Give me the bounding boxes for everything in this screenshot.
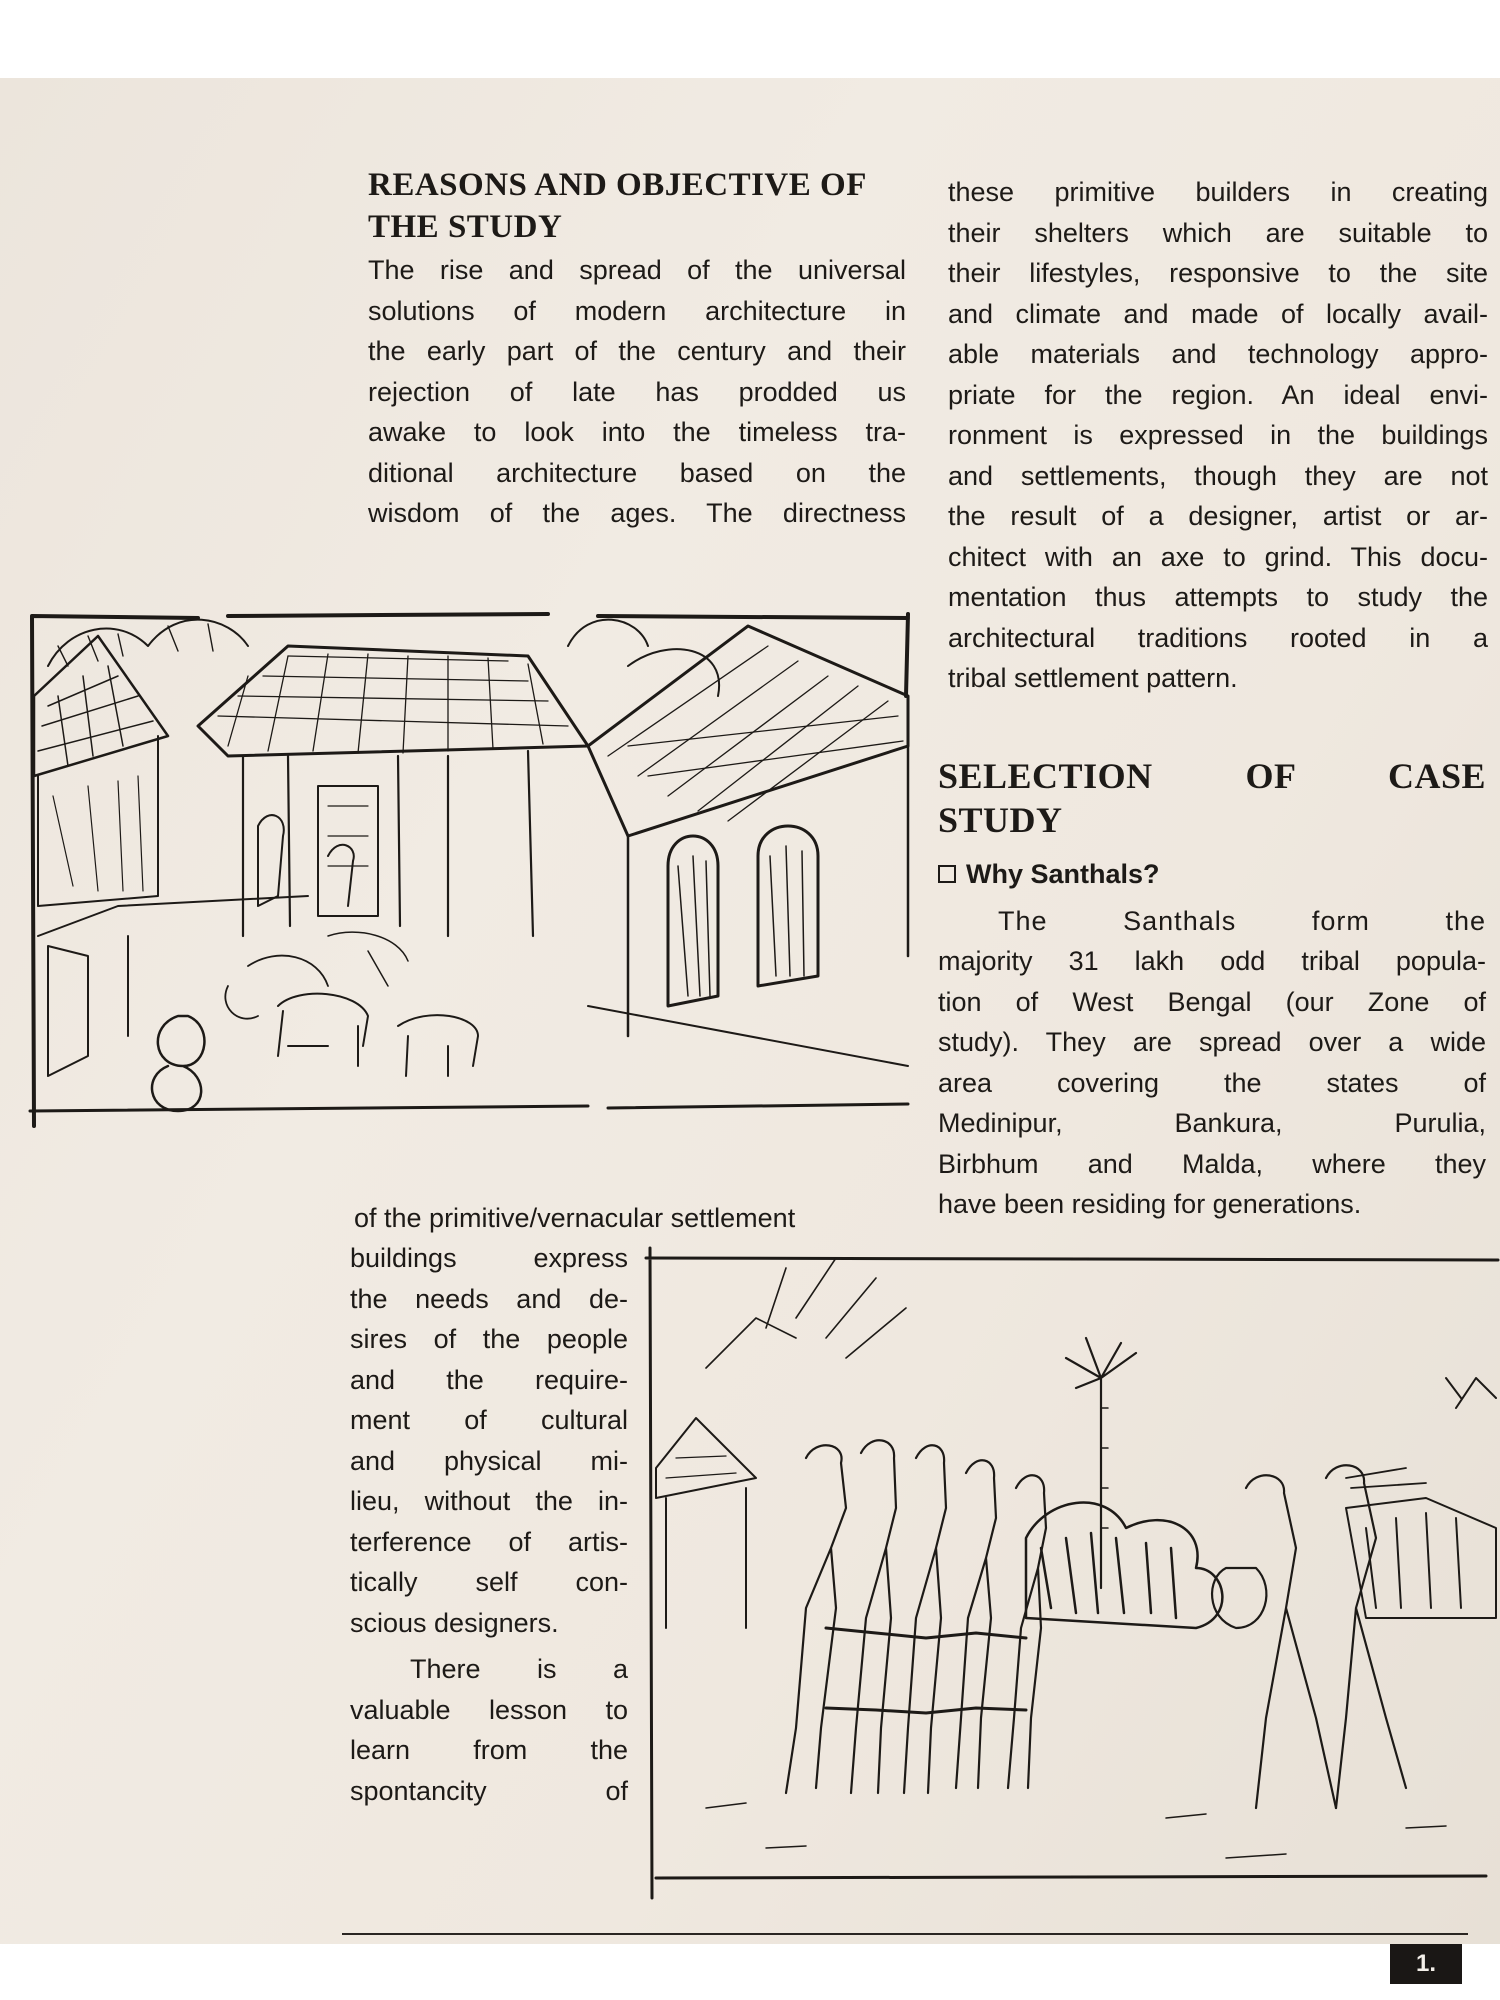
- checkbox-bullet-icon: [938, 865, 956, 883]
- paragraph-line: tion of West Bengal (our Zone of: [938, 986, 1486, 1017]
- drummers: [1212, 1465, 1426, 1808]
- sketch-frame: [32, 614, 908, 1126]
- continued-narrow-column: [350, 1238, 628, 1811]
- section2-subheading: [938, 854, 1486, 895]
- paragraph-line: sires of the people: [350, 1324, 628, 1354]
- paragraph-line: ditional architecture based on the: [368, 457, 906, 488]
- page-number: 1.: [1390, 1944, 1462, 1984]
- paragraph-line: awake to look into the timeless tra-: [368, 417, 906, 447]
- paragraph-line: able materials and technology appro-: [948, 339, 1488, 369]
- paragraph-line: of the primitive/vernacular settlement: [354, 1203, 796, 1233]
- paragraph-line: their lifestyles, responsive to the site: [948, 258, 1488, 288]
- paragraph-line: lieu, without the in-: [350, 1486, 628, 1516]
- paragraph-line: There is a: [410, 1654, 628, 1684]
- paragraph-line: spontancity of: [350, 1775, 628, 1806]
- subheading-text: Why Santhals?: [966, 859, 1160, 889]
- paragraph-line: scious designers.: [350, 1607, 559, 1638]
- paragraph-line: ment of cultural: [350, 1405, 628, 1435]
- paragraph-line: and the require-: [350, 1364, 628, 1395]
- palm-tree: [1066, 1338, 1136, 1588]
- dancers-line: [786, 1440, 1046, 1793]
- paragraph-line: priate for the region. An ideal envi-: [948, 379, 1488, 410]
- paragraph-line: Medinipur, Bankura, Purulia,: [938, 1108, 1486, 1138]
- paragraph-line: the needs and de-: [350, 1283, 628, 1314]
- section1-heading-line1: REASONS AND OBJECTIVE OF: [368, 167, 867, 203]
- paragraph-line: and settlements, though they are not: [948, 460, 1488, 491]
- paragraph-line: valuable lesson to: [350, 1694, 628, 1725]
- section2-column: [938, 754, 1486, 1225]
- paragraph-line: Birbhum and Malda, where they: [938, 1148, 1486, 1179]
- goats-sketch: [278, 994, 478, 1076]
- seated-figures: [258, 815, 354, 906]
- section1-heading: [368, 164, 906, 248]
- paragraph-line: tribal settlement pattern.: [948, 663, 1238, 693]
- pots-sketch: [152, 1016, 204, 1111]
- paragraph-line: and climate and made of locally avail-: [948, 298, 1488, 329]
- paragraph-line: wisdom of the ages. The directness: [368, 498, 906, 528]
- continued-wide-line: [354, 1198, 894, 1239]
- paragraph-line: the early part of the century and their: [368, 336, 906, 366]
- paragraph-line: rejection of late has prodded us: [368, 376, 906, 407]
- paragraph-line: solutions of modern architecture in: [368, 295, 906, 326]
- paragraph-line: architectural traditions rooted in a: [948, 622, 1488, 653]
- section2-heading: [938, 754, 1486, 842]
- section1-paragraph: [368, 250, 906, 534]
- paragraph-line: majority 31 lakh odd tribal popula-: [938, 946, 1486, 976]
- tiled-roof-house: [588, 626, 908, 836]
- paragraph-line: The Santhals form the: [998, 905, 1486, 936]
- hut-left: [656, 1418, 756, 1628]
- village-street-sketch: [28, 606, 918, 1126]
- footer-rule: [342, 1933, 1468, 1935]
- paragraph-line: their shelters which are suitable to: [948, 217, 1488, 248]
- paragraph-line: study). They are spread over a wide: [938, 1027, 1486, 1057]
- section1-column: [368, 164, 906, 534]
- paragraph-line: chitect with an axe to grind. This docu-: [948, 541, 1488, 572]
- section2-heading-line2: STUDY: [938, 800, 1063, 840]
- santhal-dance-sketch: [646, 1248, 1500, 1898]
- paragraph-line: ronment is expressed in the buildings: [948, 420, 1488, 450]
- paragraph-line: the result of a designer, artist or ar-: [948, 501, 1488, 531]
- paragraph-line: terference of artis-: [350, 1526, 628, 1557]
- paragraph-line: area covering the states of: [938, 1067, 1486, 1098]
- paragraph-line: and physical mi-: [350, 1445, 628, 1476]
- paragraph-line: mentation thus attempts to study the: [948, 582, 1488, 612]
- paragraph-line: buildings express: [350, 1243, 628, 1273]
- paragraph-line: tically self con-: [350, 1567, 628, 1597]
- paragraph-line: learn from the: [350, 1735, 628, 1765]
- section1-column-2: [948, 172, 1488, 699]
- section2-heading-line1: SELECTION OF CASE: [938, 756, 1486, 796]
- paragraph-line: The rise and spread of the universal: [368, 255, 906, 285]
- page: [0, 78, 1500, 1977]
- sketch-frame: [646, 1248, 1498, 1898]
- tree-branches: [706, 1258, 906, 1368]
- paragraph-line: these primitive builders in creating: [948, 177, 1488, 207]
- section1-heading-line2: THE STUDY: [368, 209, 563, 245]
- paragraph-line: have been residing for generations.: [938, 1189, 1362, 1219]
